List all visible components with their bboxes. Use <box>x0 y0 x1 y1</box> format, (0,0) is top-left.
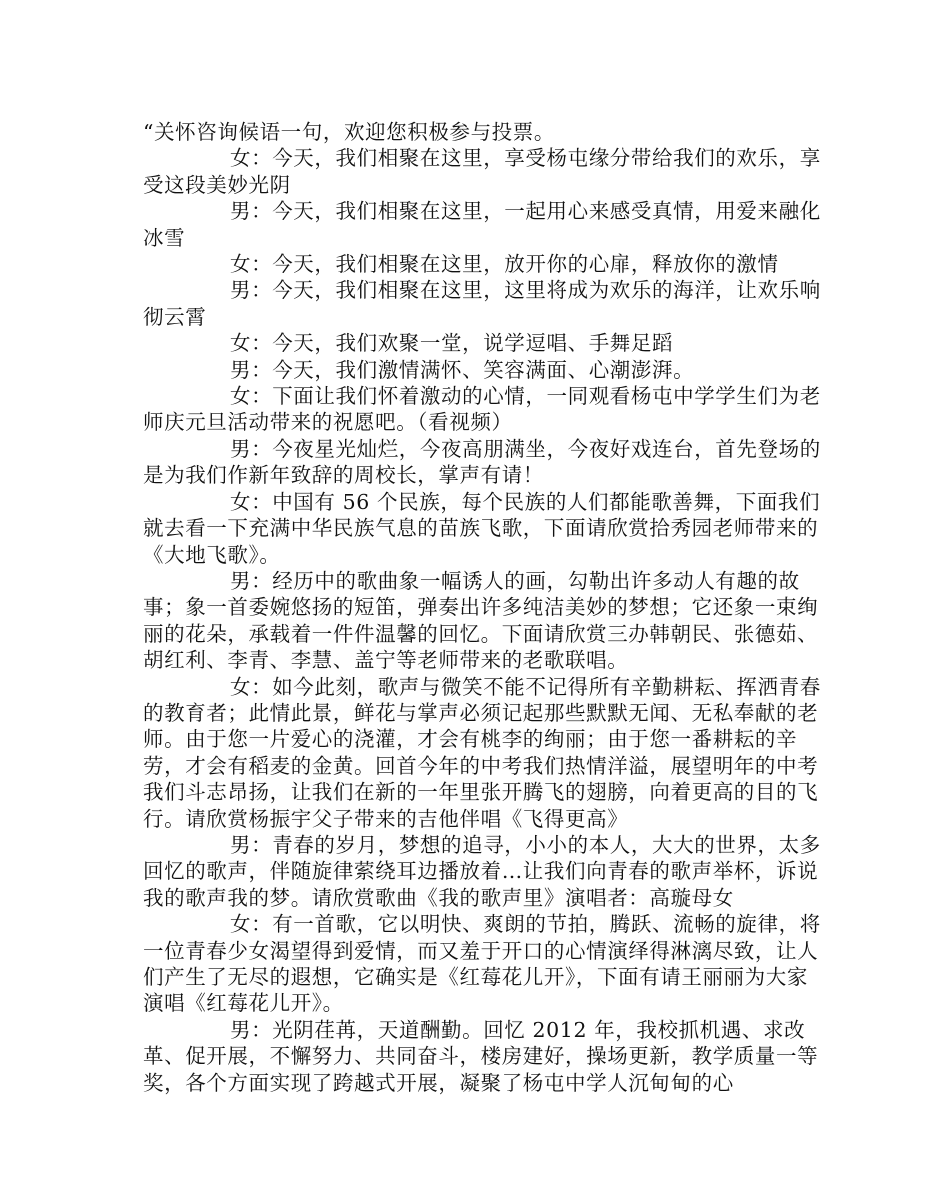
paragraph-12: 男：青春的岁月，梦想的追寻，小小的本人，大大的世界，太多回忆的歌声，伴随旋律萦绕耳边播放着…让我们向青春的歌声举杯，诉说我的歌声我的梦。请欣赏歌曲《我的歌声里》演唱者：高璇母女 <box>143 832 821 910</box>
paragraph-13: 女：有一首歌，它以明快、爽朗的节拍，腾跃、流畅的旋律，将一位青春少女渴望得到爱情，而又羞于开口的心情演绎得淋漓尽致，让人们产生了无尽的遐想，它确实是《红莓花儿开》，下面有请王丽丽为大家演唱《红莓花儿开》。 <box>143 912 821 1016</box>
paragraph-5: 女：今天，我们欢聚一堂，说学逗唱、手舞足蹈 <box>230 331 674 356</box>
paragraph-6: 男：今天，我们激情满怀、笑容满面、心潮澎湃。 <box>230 357 695 382</box>
paragraph-2: 男：今天，我们相聚在这里，一起用心来感受真情，用爱来融化冰雪 <box>143 199 821 250</box>
paragraph-14: 男：光阴荏苒，天道酬勤。回忆 2012 年，我校抓机遇、求改革、促开展，不懈努力、共同奋斗，楼房建好，操场更新，教学质量一等奖，各个方面实现了跨越式开展，凝聚了杨屯中学人沉甸甸的心 <box>143 1017 819 1095</box>
paragraph-7: 女：下面让我们怀着激动的心情，一同观看杨屯中学学生们为老师庆元旦活动带来的祝愿吧。（看视频） <box>143 384 821 435</box>
paragraph-0: “关怀咨询候语一句，欢迎您积极参与投票。 <box>143 120 555 144</box>
paragraph-10: 男：经历中的歌曲象一幅诱人的画，勾勒出许多动人有趣的故事；象一首委婉悠扬的短笛，弹奏出许多纯洁美妙的梦想；它还象一束绚丽的花朵，承载着一件件温馨的回忆。下面请欣赏三办韩朝民、张德茹、胡红利、李青、李慧、盖宁等老师带来的老歌联唱。 <box>143 568 819 673</box>
paragraph-11: 女：如今此刻，歌声与微笑不能不记得所有辛勤耕耘、挥洒青春的教育者；此情此景，鲜花与掌声必须记起那些默默无闻、无私奉献的老师。由于您一片爱心的浇灌，才会有桃李的绚丽；由于您一番耕耘的辛劳，才会有稻麦的金黄。回首今年的中考我们热情洋溢，展望明年的中考我们斗志昂扬，让我们在新的一年里张开腾飞的翅膀，向着更高的目的飞行。请欣赏杨振宇父子带来的吉他伴唱《飞得更高》 <box>143 674 821 831</box>
paragraph-3: 女：今天，我们相聚在这里，放开你的心扉，释放你的激情 <box>230 252 779 277</box>
paragraph-9: 女：中国有 56 个民族，每个民族的人们都能歌善舞，下面我们就去看一下充满中华民族气息的苗族飞歌，下面请欣赏拾秀园老师带来的《大地飞歌》。 <box>143 489 821 567</box>
paragraph-8: 男：今夜星光灿烂，今夜高朋满坐，今夜好戏连台，首先登场的是为我们作新年致辞的周校长，掌声有请！ <box>143 436 821 488</box>
paragraph-1: 女：今天，我们相聚在这里，享受杨屯缘分带给我们的欢乐，享受这段美妙光阴 <box>143 146 821 197</box>
paragraph-4: 男：今天，我们相聚在这里，这里将成为欢乐的海洋，让欢乐响彻云霄 <box>143 278 821 329</box>
document-body <box>143 119 823 1096</box>
